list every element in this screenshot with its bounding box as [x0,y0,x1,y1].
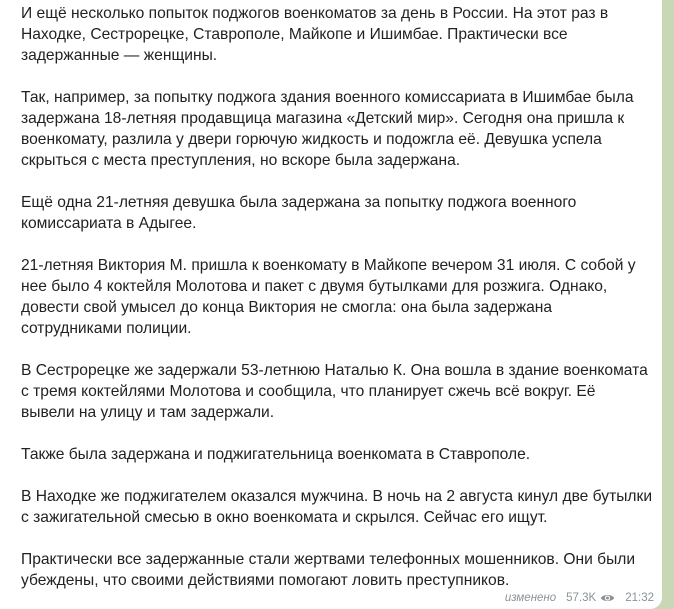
chat-background [662,0,674,609]
message-paragraph: Практически все задержанные стали жертвами телефонных мошенников. Они были убеждены, что своими действиями помогают ловить преступников. [21,551,636,589]
message-paragraph: И ещё несколько попыток поджогов военкоматов за день в России. На этот раз в Находке, Сестрорецке, Ставрополе, Майкопе и Ишимбае. Практически все задержанные — женщины. [21,5,609,64]
edited-label: изменено [504,592,557,604]
message-paragraph: Также была задержана и поджигательница военкомата в Ставрополе. [21,446,531,463]
view-count: 57.3K [566,592,597,604]
message-paragraph: Ещё одна 21-летняя девушка была задержана за попытку поджога военного комиссариата в Адыгее. [21,194,577,232]
message-time: 21:32 [625,592,654,604]
message-paragraph: 21-летняя Виктория М. пришла к военкомату в Майкопе вечером 31 июля. С собой у нее было 4 коктейля Молотова и пакет с двумя бутылками для розжига. Однако, довести свой умысел до конца Виктория не смогла: она была задержана сотрудниками полиции. [21,257,636,337]
message-meta [505,591,654,605]
eye-icon [600,593,615,603]
message-paragraph: В Находке же поджигателем оказался мужчина. В ночь на 2 августа кинул две бутылки с зажигательной смесью в окно военкомата и скрылся. Сейчас его ищут. [21,488,653,526]
message-paragraph: В Сестрорецке же задержали 53-летнюю Наталью К. Она вошла в здание военкомата с тремя коктейлями Молотова и сообщила, что планирует сжечь всё вокруг. Её вывели на улицу и там задержали. [21,362,648,421]
message-paragraph: Так, например, за попытку поджога здания военного комиссариата в Ишимбае была задержана 18-летняя продавщица магазина «Детский мир». Сегодня она пришла к военкомату, разлила у двери горючую жидкость и подожгла её. Девушка успела скрыться с места преступления, но вскоре была задержана. [21,89,634,169]
